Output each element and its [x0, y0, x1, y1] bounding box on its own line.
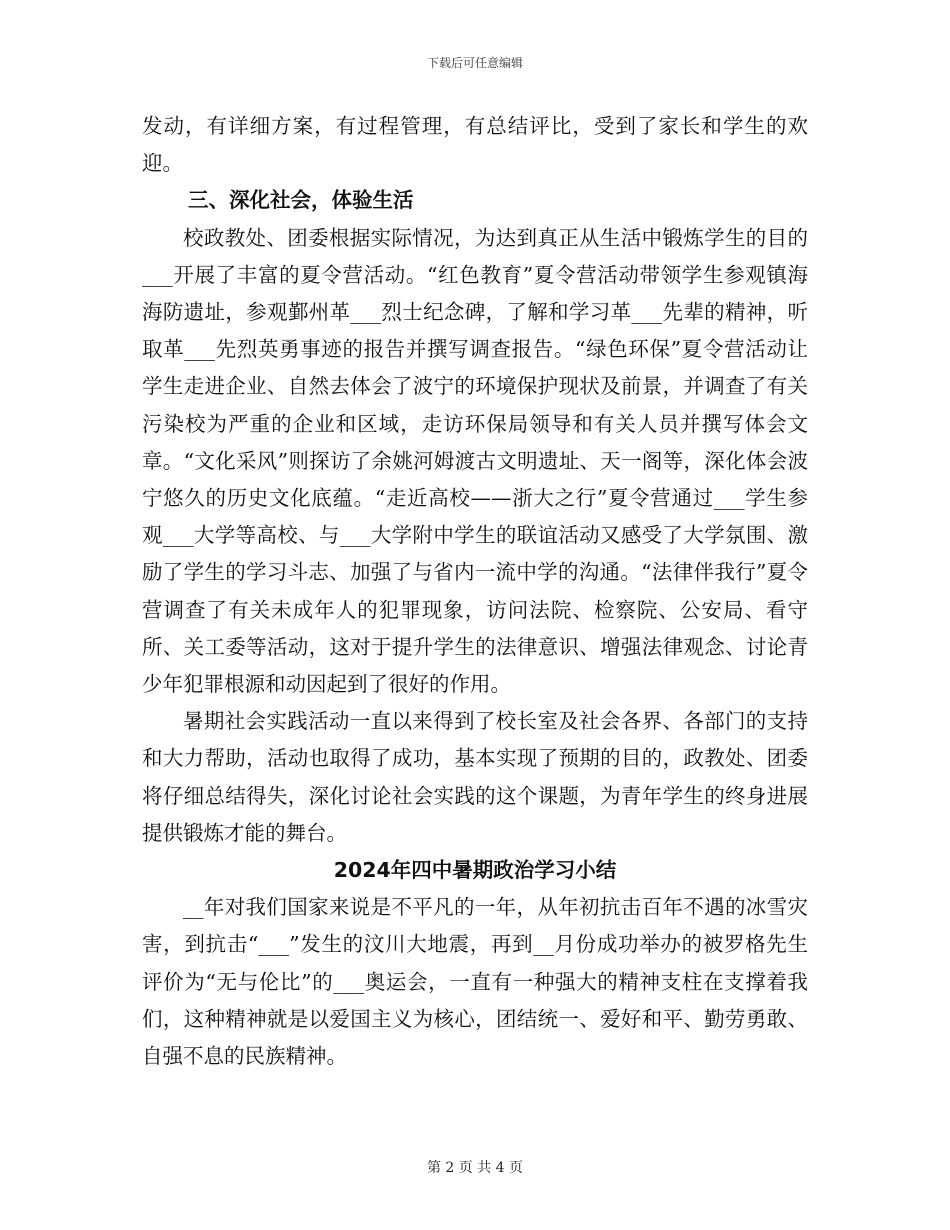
paragraph-intro: __年对我们国家来说是不平凡的一年，从年初抗击百年不遇的冰雪灾害，到抗击“___”发生的汶川大地震，再到__月份成功举办的被罗格先生评价为“无与伦比”的___奥运会，一直有一种强大的精神支柱在支撑着我们，这种精神就是以爱国主义为核心，团结统一、爱好和平、勤劳勇敢、自强不息的民族精神。: [142, 895, 808, 1069]
header-note: 下载后可任意编辑: [426, 56, 523, 70]
document-body: [142, 108, 808, 1075]
document-title: 2024年四中暑期政治学习小结: [333, 858, 617, 883]
page-number: 第 2 页 共 4 页: [426, 1160, 524, 1176]
paragraph-summer-camp: 校政教处、团委根据实际情况，为达到真正从生活中锻炼学生的目的___开展了丰富的夏令营活动。“红色教育”夏令营活动带领学生参观镇海海防遗址，参观鄞州革___烈士纪念碑，了解和学习革___先辈的精神，听取革___先烈英勇事迹的报告并撰写调查报告。“绿色环保”夏令营活动让学生走进企业、自然去体会了波宁的环境保护现状及前景，并调查了有关污染校为严重的企业和区域，走访环保局领导和有关人员并撰写体会文章。“文化采风”则探访了余姚河姆渡古文明遗址、天一阁等，深化体会波宁悠久的历史文化底蕴。“走近高校——浙大之行”夏令营通过___学生参观___大学等高校、与___大学附中学生的联谊活动又感受了大学氛围、激励了学生的学习斗志、加强了与省内一流中学的沟通。“法律伴我行”夏令营调查了有关未成年人的犯罪现象，访问法院、检察院、公安局、看守所、关工委等活动，这对于提升学生的法律意识、增强法律观念、讨论青少年犯罪根源和动因起到了很好的作用。: [142, 225, 808, 697]
section-heading: 三、深化社会，体验生活: [188, 188, 414, 213]
paragraph-continued: 发动，有详细方案，有过程管理，有总结评比，受到了家长和学生的欢迎。: [142, 114, 808, 176]
paragraph-conclusion: 暑期社会实践活动一直以来得到了校长室及社会各界、各部门的支持和大力帮助，活动也取得了成功，基本实现了预期的目的，政教处、团委将仔细总结得失，深化讨论社会实践的这个课题，为青年学生的终身进展提供锻炼才能的舞台。: [142, 709, 808, 845]
